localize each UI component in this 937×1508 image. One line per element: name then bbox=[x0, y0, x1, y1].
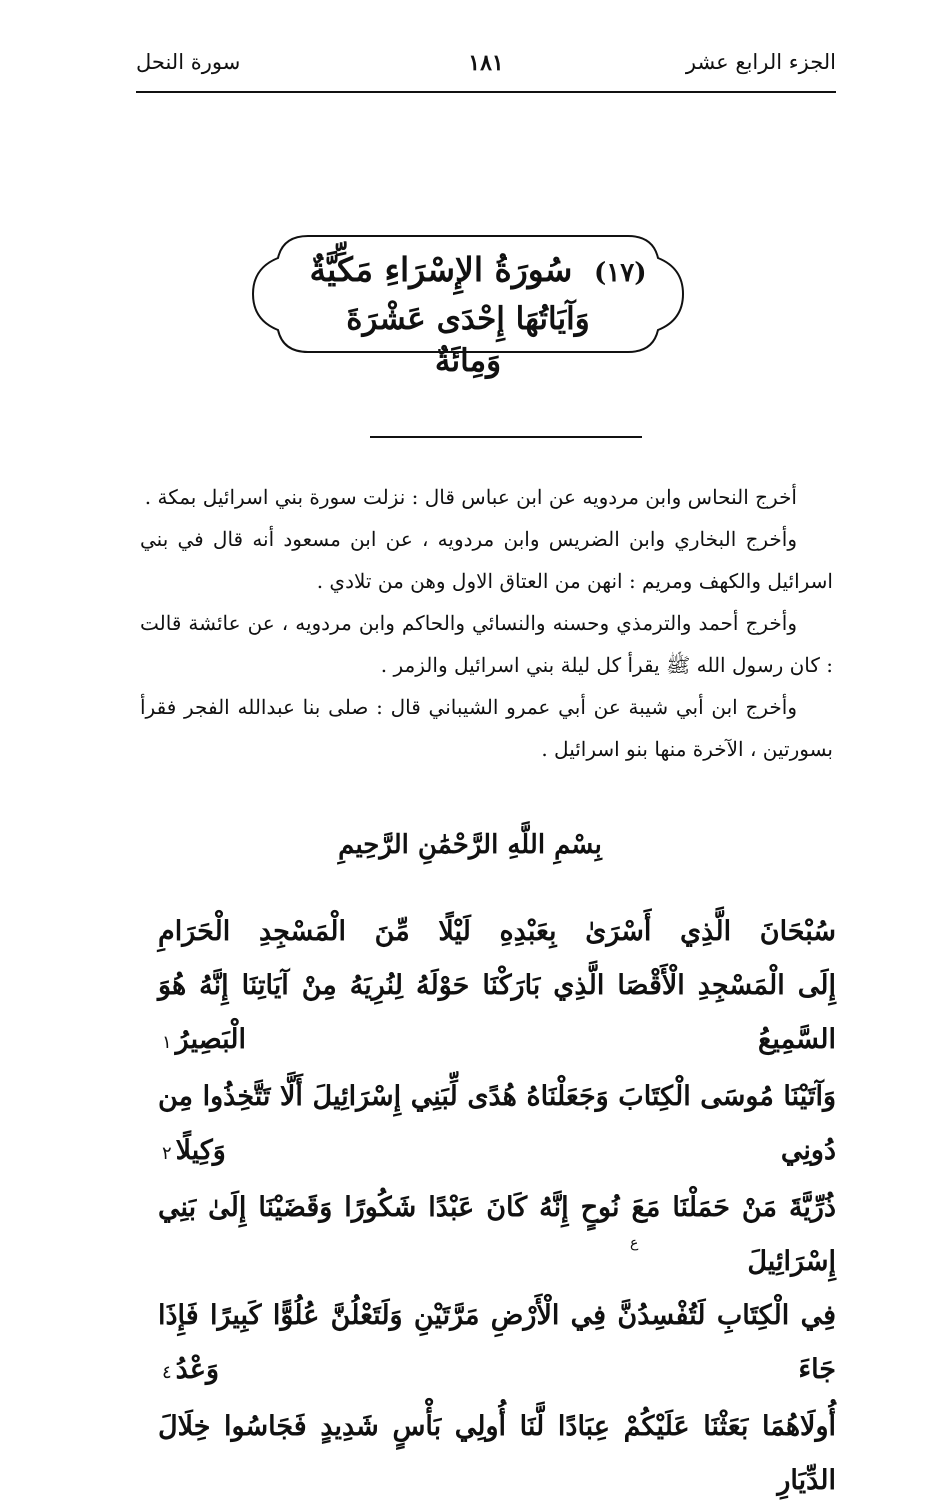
commentary-paragraph: وأخرج أحمد والترمذي وحسنه والنسائي والحاكم وابن مردويه ، عن عائشة قالت : كان رسول الله ﷺ يقرأ كل ليلة بني اسرائيل والزمر . bbox=[140, 611, 833, 677]
quran-line: وَآتَيْنَا مُوسَى الْكِتَابَ وَجَعَلْنَاهُ هُدًى لِّبَنِي إِسْرَائِيلَ أَلَّا تَتَّخِذُوا مِن دُونِي وَكِيلًا٢ bbox=[158, 1081, 836, 1166]
section-marker: ع bbox=[630, 1235, 639, 1251]
sura-verse-count: وَآيَاتُهَا إِحْدَى عَشْرَةَ وَمِائَةٌ bbox=[346, 301, 590, 379]
commentary-paragraph: وأخرج ابن أبي شيبة عن أبي عمرو الشيباني قال : صلى بنا عبدالله الفجر فقرأ بسورتين ، الآخرة منها بنو اسرائيل . bbox=[140, 695, 833, 761]
ayah-marker: ٤ bbox=[162, 1362, 172, 1383]
commentary-paragraph: أخرج النحاس وابن مردويه عن ابن عباس قال : نزلت سورة بني اسرائيل بمكة . bbox=[144, 485, 797, 509]
sura-running-title: سورة النحل bbox=[136, 50, 241, 74]
basmala: بِسْمِ اللَّهِ الرَّحْمَٰنِ الرَّحِيمِ bbox=[338, 830, 602, 860]
quran-text bbox=[158, 905, 836, 1508]
section-divider bbox=[370, 436, 642, 438]
commentary-paragraph: وأخرج البخاري وابن الضريس وابن مردويه ، عن ابن مسعود أنه قال في بني اسرائيل والكهف ومريم : انهن من العتاق الاول وهن من تلادي . bbox=[140, 527, 833, 593]
juz-label: الجزء الرابع عشر bbox=[685, 50, 836, 74]
ayah-marker: ٢ bbox=[162, 1143, 172, 1164]
sura-heading-cartouche bbox=[248, 228, 688, 379]
quran-line: فِي الْكِتَابِ لَتُفْسِدُنَّ فِي الْأَرْضِ مَرَّتَيْنِ وَلَتَعْلُنَّ عُلُوًّا كَبِيرًا فَإِذَا جَاءَ وَعْدُ٤ bbox=[158, 1300, 836, 1385]
quran-line: أُولَاهُمَا بَعَثْنَا عَلَيْكُمْ عِبَادًا لَّنَا أُولِي بَأْسٍ شَدِيدٍ فَجَاسُوا خِلَالَ الدِّيَارِ bbox=[158, 1411, 836, 1496]
page-number: ١٨١ bbox=[468, 50, 504, 76]
commentary bbox=[140, 476, 833, 770]
sura-title-text: سُورَةُ الإِسْرَاءِ مَكِّيَّةٌ bbox=[309, 250, 573, 289]
ayah-marker: ١ bbox=[162, 1032, 172, 1053]
page-header bbox=[136, 40, 836, 90]
quran-line: إِلَى الْمَسْجِدِ الْأَقْصَا الَّذِي بَارَكْنَا حَوْلَهُ لِنُرِيَهُ مِنْ آيَاتِنَا إِنَّهُ هُوَ السَّمِيعُ الْبَصِيرُ١ bbox=[158, 970, 836, 1055]
sura-title bbox=[308, 248, 648, 295]
sura-number: (١٧) bbox=[593, 258, 647, 288]
header-rule bbox=[136, 91, 836, 93]
quran-line: سُبْحَانَ الَّذِي أَسْرَىٰ بِعَبْدِهِ لَيْلًا مِّنَ الْمَسْجِدِ الْحَرَامِ bbox=[158, 916, 836, 947]
quran-line: ذُرِّيَّةَ مَنْ حَمَلْنَا مَعَ نُوحٍ إِنَّهُ كَانَ عَبْدًا شَكُورًا وَقَضَيْنَا إِلَىٰ بَنِي إِسْرَائِيلَ bbox=[158, 1192, 836, 1277]
